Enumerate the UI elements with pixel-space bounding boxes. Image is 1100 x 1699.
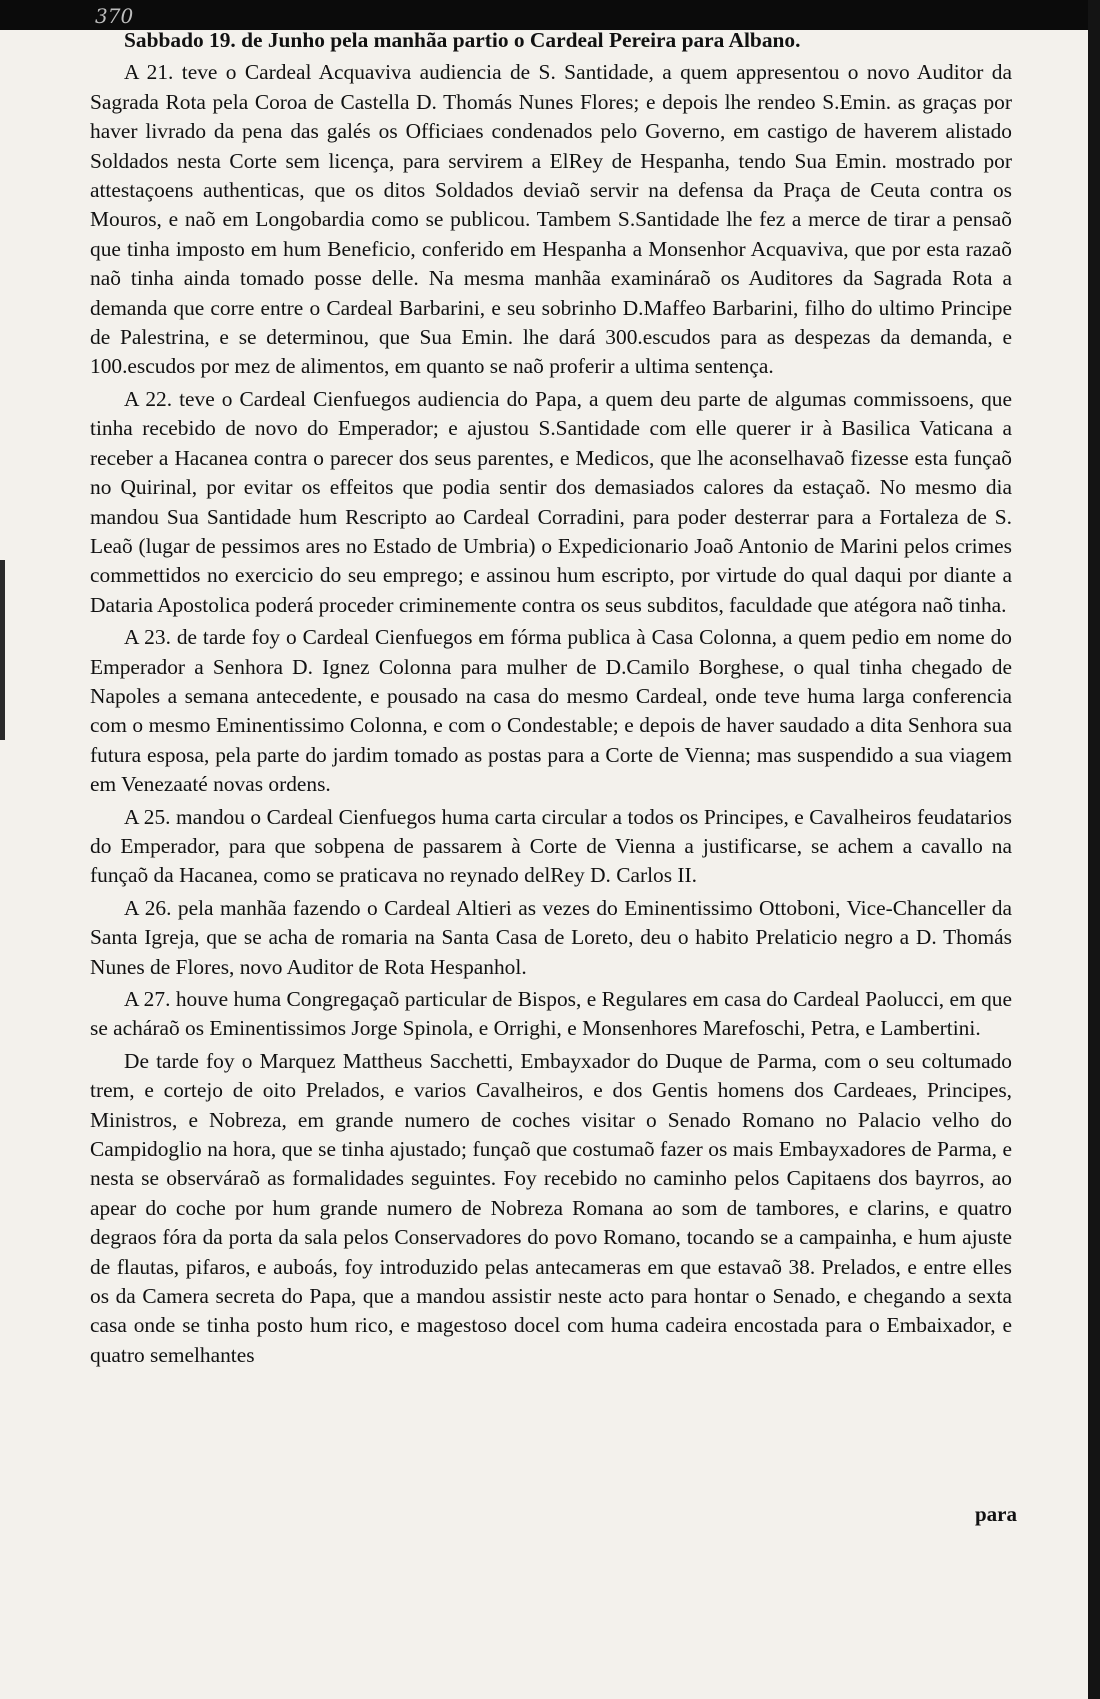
paragraph-5: A 25. mandou o Cardeal Cienfuegos huma carta circular a todos os Principes, e Cavalheiros feudatarios do Emperador, para que sobpena de passarem à Corte de Vienna a justificarse, se achem a cavallo na funçaõ da Hacanea, como se praticava no reynado delRey D. Carlos II. (90, 804, 1012, 888)
article-body (90, 26, 1012, 1373)
paragraph-4: A 23. de tarde foy o Cardeal Cienfuegos em fórma publica à Casa Colonna, a quem pedio em nome do Emperador a Senhora D. Ignez Colonna para mulher de D.Camilo Borghese, o qual tinha chegado de Napoles a semana antecedente, e pousado na casa do mesmo Cardeal, onde teve huma larga conferencia com o mesmo Eminentissimo Colonna, e com o Condestable; e depois de haver saudado a dita Senhora sua futura esposa, pela parte do jardim tomado as postas para a Corte de Vienna; mas suspendido a sua viagem em Venezaaté novas ordens. (90, 625, 1012, 797)
catchword: para (975, 1502, 1017, 1526)
scan-left-mark (0, 560, 5, 740)
paragraph-6: A 26. pela manhãa fazendo o Cardeal Altieri as vezes do Eminentissimo Ottoboni, Vice-Chanceller da Santa Igreja, que se acha de romaria na Santa Casa de Loreto, deu o habito Prelaticio negro a D. Thomás Nunes de Flores, novo Auditor de Rota Hespanhol. (90, 895, 1012, 979)
paragraph-7: A 27. houve huma Congregaçaõ particular de Bispos, e Regulares em casa do Cardeal Paolucci, em que se acháraõ os Eminentissimos Jorge Spinola, e Orrighi, e Monsenhores Marefoschi, Petra, e Lambertini. (90, 987, 1012, 1041)
paragraph-8: De tarde foy o Marquez Mattheus Sacchetti, Embayxador do Duque de Parma, com o seu coltumado trem, e cortejo de oito Prelados, e varios Cavalheiros, e dos Gentis homens dos Cardeaes, Principes, Ministros, e Nobreza, em grande numero de coches visitar o Senado Romano no Palacio velho do Campidoglio na hora, que se tinha ajustado; funçaõ que costumaõ fazer os mais Embayxadores de Parma, e nesta se observáraõ as formalidades seguintes. Foy recebido no caminho pelos Capitaens dos bayrros, ao apear do coche por hum grande numero de Nobreza Romana ao som de tambores, e clarins, e quatro degraos fóra da porta da sala pelos Conservadores do povo Romano, tocando se a campainha, e hum ajuste de flautas, pifaros, e auboás, foy introduzido pelas antecameras em que estavaõ 38. Prelados, e entre elles os da Camera secreta do Papa, que a mandou assistir neste acto para hontar o Senado, e chegando a sexta casa onde se tinha posto hum rico, e magestoso docel com huma cadeira encostada para o Embaixador, e quatro semelhantes (90, 1048, 1012, 1367)
paragraph-1: Sabbado 19. de Junho pela manhãa partio o Cardeal Pereira para Albano. (124, 28, 801, 52)
paragraph-3: A 22. teve o Cardeal Cienfuegos audiencia do Papa, a quem deu parte de algumas commissoens, que tinha recebido de novo do Emperador; e ajustou S.Santidade com elle querer ir à Basilica Vaticana a receber a Hacanea contra o parecer dos seus parentes, e Medicos, que lhe aconselhavaõ fizesse esta funçaõ no Quirinal, por evitar os effeitos que podia sentir dos demasiados calores da estaçaõ. No mesmo dia mandou Sua Santidade hum Rescripto ao Cardeal Corradini, para poder desterrar para a Fortaleza de S. Leaõ (lugar de pessimos ares no Estado de Umbria) o Expedicionario Joaõ Antonio de Marini pelos crimes commettidos no exercicio do seu emprego; e assinou hum escripto, por virtude do qual daqui por diante a Dataria Apostolica poderá proceder criminemente contra os seus subditos, faculdade que atégora naõ tinha. (90, 386, 1012, 617)
scan-right-edge (1088, 0, 1100, 1699)
page-number: 370 (95, 4, 134, 28)
paragraph-2: A 21. teve o Cardeal Acquaviva audiencia de S. Santidade, a quem appresentou o novo Auditor da Sagrada Rota pela Coroa de Castella D. Thomás Nunes Flores; e depois lhe rendeo S.Emin. as graças por haver livrado da pena das galés os Officiaes condenados pelo Governo, em castigo de haverem alistado Soldados nesta Corte sem licença, para servirem a ElRey de Hespanha, tendo Sua Emin. mostrado por attestaçoens authenticas, que os ditos Soldados deviaõ servir na defensa da Praça de Ceuta contra os Mouros, e naõ em Longobardia como se publicou. Tambem S.Santidade lhe fez a merce de tirar a pensaõ que tinha imposto em hum Beneficio, conferido em Hespanha a Monsenhor Acquaviva, que por esta razaõ naõ tinha ainda tomado posse delle. Na mesma manhãa examináraõ os Auditores da Sagrada Rota a demanda que corre entre o Cardeal Barbarini, e seu sobrinho D.Maffeo Barbarini, filho do ultimo Principe de Palestrina, e se determinou, que Sua Emin. lhe dará 300.escudos para as despezas da demanda, e 100.escudos por mez de alimentos, em quanto se naõ proferir a ultima sentença. (90, 60, 1012, 379)
